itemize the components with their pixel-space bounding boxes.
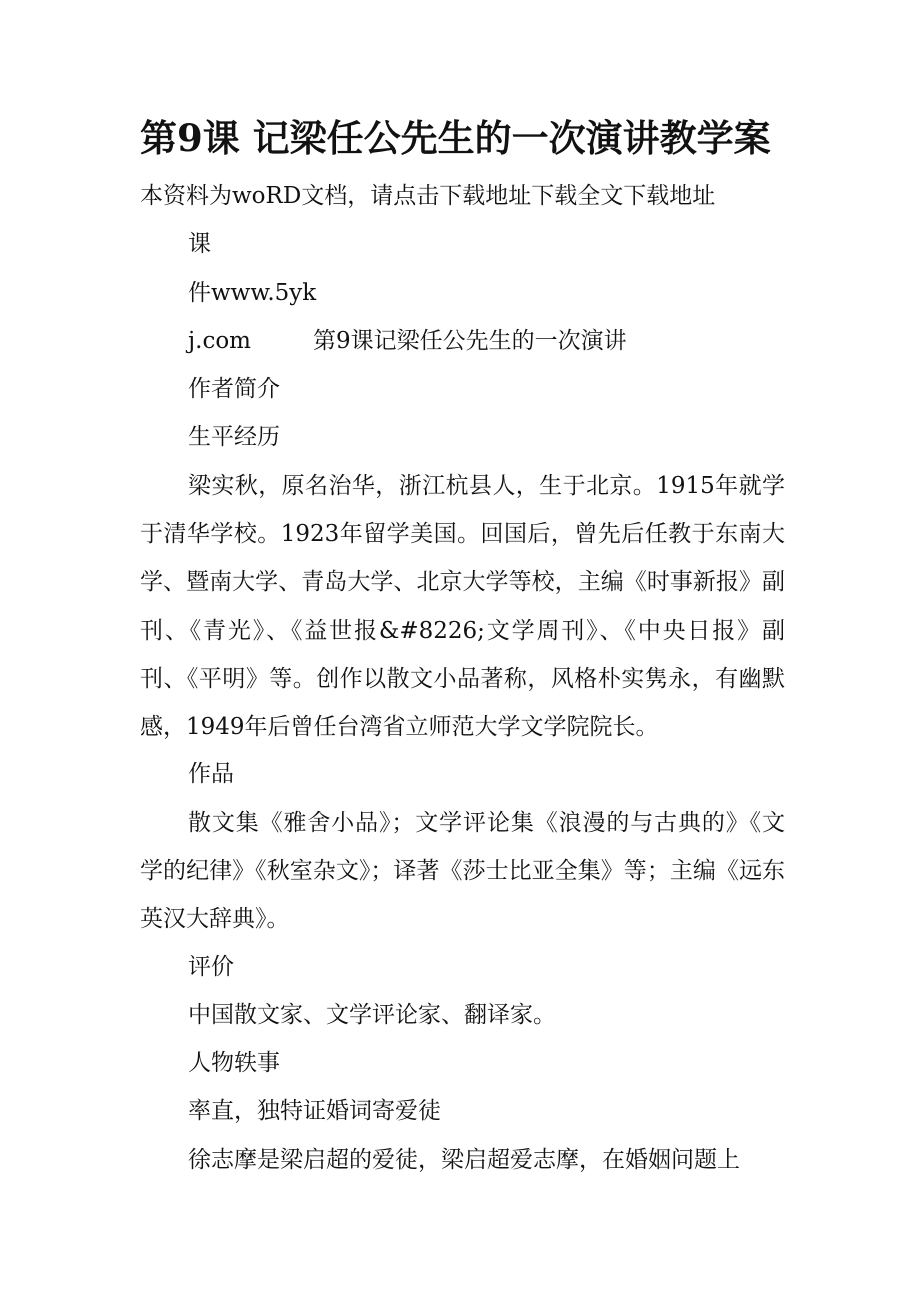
heading-life: 生平经历	[188, 424, 280, 450]
intro-line: 本资料为woRD文档，请点击下载地址下载全文下载地址	[140, 183, 716, 209]
heading-anecdote-sub: 率直，独特证婚词寄爱徒	[188, 1098, 441, 1124]
paragraph-anecdote: 徐志摩是梁启超的爱徒，梁启超爱志摩，在婚姻问题上	[188, 1147, 740, 1173]
line-jcom	[188, 317, 627, 365]
line-jcom-heading: 第9课记梁任公先生的一次演讲	[312, 328, 627, 354]
line-jcom-url: j.com	[188, 328, 251, 354]
heading-author-intro: 作者简介	[188, 376, 280, 402]
paragraph-works: 散文集《雅舍小品》；文学评论集《浪漫的与古典的》《文学的纪律》《秋室杂文》；译著《莎士比亚全集》等；主编《远东英汉大辞典》。	[140, 810, 785, 933]
heading-evaluation: 评价	[188, 954, 234, 980]
heading-works: 作品	[188, 761, 234, 787]
line-ke: 课	[188, 231, 211, 257]
paragraph-evaluation: 中国散文家、文学评论家、翻译家。	[188, 1002, 556, 1028]
document-title: 第9课 记梁任公先生的一次演讲教学案	[140, 116, 771, 160]
line-jian: 件www.5yk	[188, 280, 317, 306]
heading-anecdote: 人物轶事	[188, 1050, 280, 1076]
paragraph-life: 梁实秋，原名治华，浙江杭县人，生于北京。1915年就学于清华学校。1923年留学美国。回国后，曾先后任教于东南大学、暨南大学、青岛大学、北京大学等校，主编《时事新报》副刊、《青光》、《益世报&#8226;文学周刊》、《中央日报》副刊、《平明》等。创作以散文小品著称，风格朴实隽永，有幽默感，1949年后曾任台湾省立师范大学文学院院长。	[140, 473, 785, 741]
